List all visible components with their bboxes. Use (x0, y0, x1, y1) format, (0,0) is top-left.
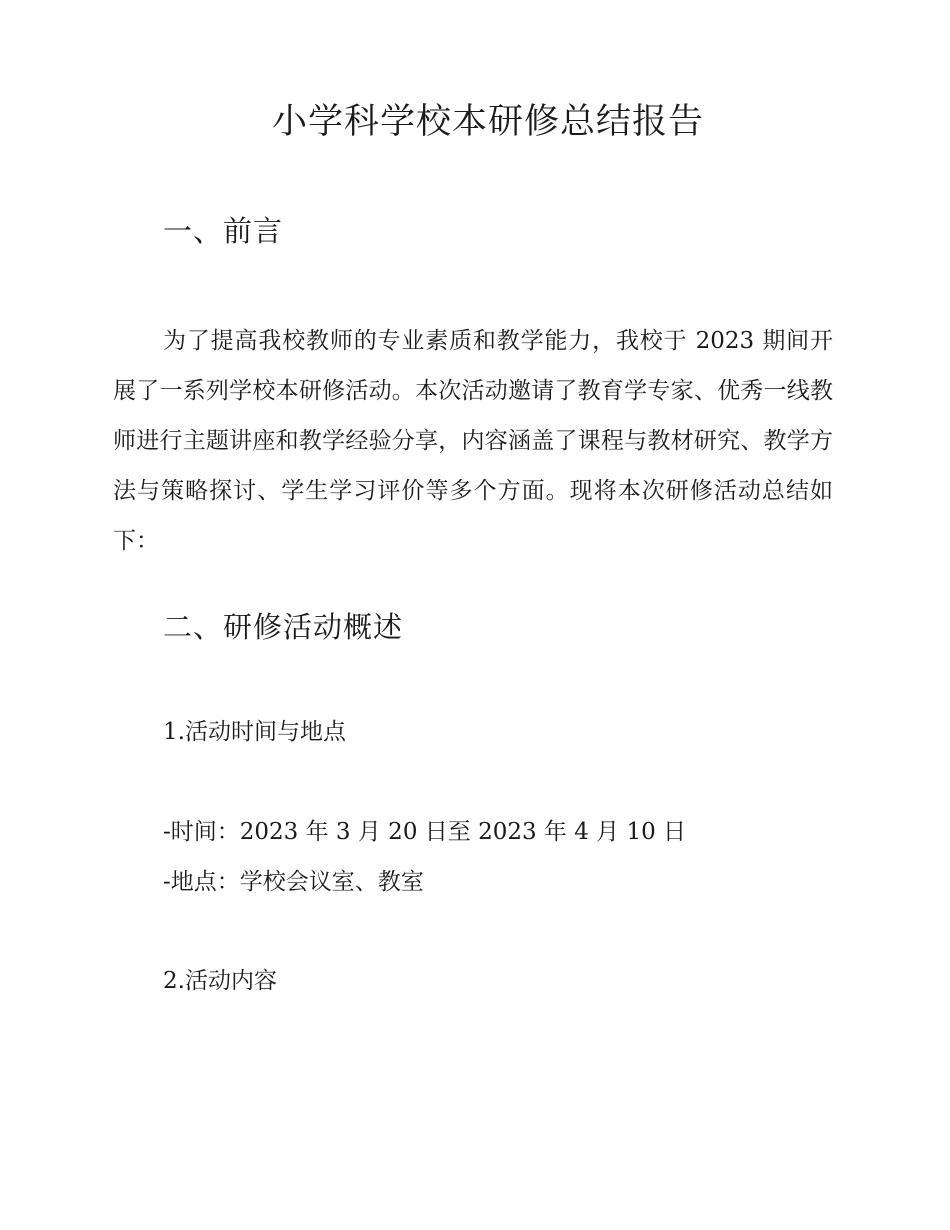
preface-paragraph: 为了提高我校教师的专业素质和教学能力，我校于 2023 期间开展了一系列学校本研修活动。本次活动邀请了教育学专家、优秀一线教师进行主题讲座和教学经验分享，内容涵盖了课程与教材研究、教学方法与策略探讨、学生学习评价等多个方面。现将本次研修活动总结如下： (113, 328, 833, 554)
subsection-heading-time-place: 1.活动时间与地点 (163, 719, 346, 745)
section-heading-overview: 二、研修活动概述 (163, 610, 404, 644)
activity-place-line: -地点：学校会议室、教室 (163, 869, 424, 895)
document-title: 小学科学校本研修总结报告 (271, 102, 704, 142)
section-heading-preface: 一、前言 (163, 214, 284, 248)
activity-time-line: -时间：2023 年 3 月 20 日至 2023 年 4 月 10 日 (163, 819, 687, 845)
subsection-heading-content: 2.活动内容 (163, 968, 277, 994)
